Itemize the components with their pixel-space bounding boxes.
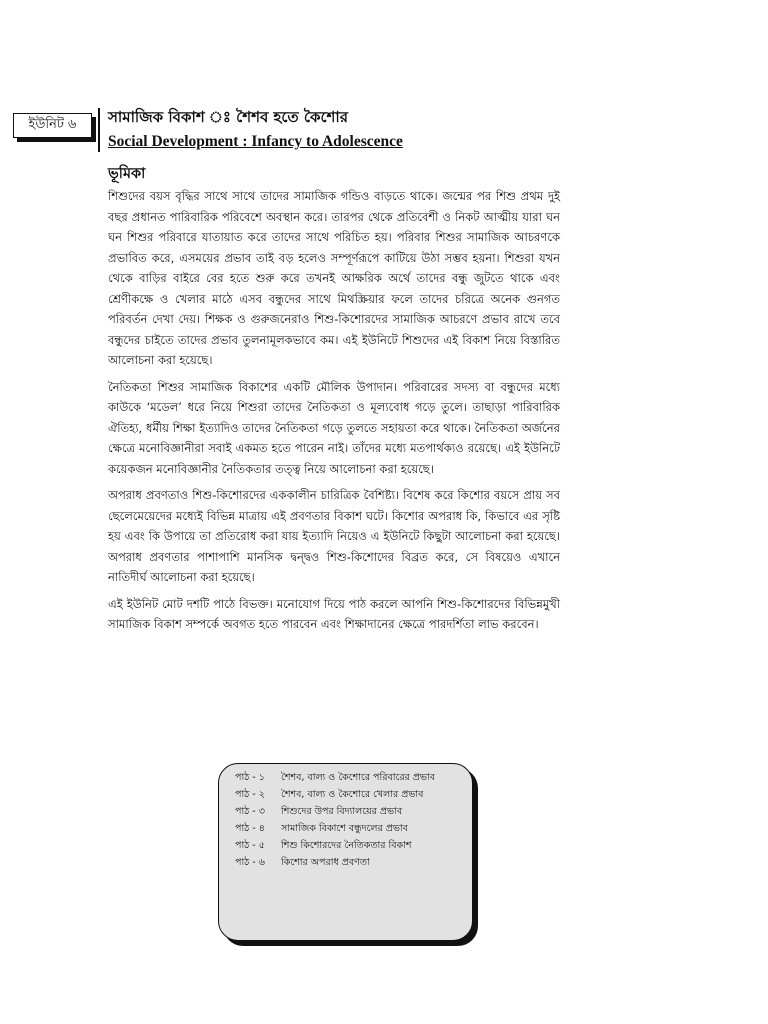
lesson-item (235, 837, 466, 854)
intro-paragraph: এই ইউনিট মোট দশটি পাঠে বিভক্ত। মনোযোগ দিয়ে পাঠ করলে আপনি শিশু-কিশোরদের বিভিন্নমুখী সামাজিক বিকাশ সম্পর্কে অবগত হতে পারবেন এবং শিক্ষাদানের ক্ষেত্রে পারদর্শিতা লাভ করবেন। (108, 596, 560, 631)
intro-paragraph: অপরাধ প্রবণতাও শিশু-কিশোরদের এককালীন চারিত্রিক বৈশিষ্ট্য। বিশেষ করে কিশোর বয়সে প্রায় সব ছেলেমেয়েদের মধ্যেই বিভিন্ন মাত্রায় এই প্রবণতার বিকাশ ঘটে। কিশোর অপরাধ কি, কিভাবে এর সৃষ্টি হয় এবং কি উপায়ে তা প্রতিরোধ করা যায় ইত্যাদি নিয়েও এ ইউনিটে কিছুটা আলোচনা করা হয়েছে। অপরাধ প্রবণতার পাশাপাশি মানসিক দ্বন্দ্বও শিশু-কিশোদের বিব্রত করে, সে বিষয়েও এখানে নাতিদীর্ঘ আলোচনা করা হয়েছে। (108, 488, 560, 584)
lesson-title: কিশোর অপরাধ প্রবণতা (281, 857, 370, 868)
lesson-number: পাঠ - ৩ (235, 806, 265, 817)
lesson-title: সামাজিক বিকাশে বন্ধুদলের প্রভাব (281, 823, 408, 834)
lessons-list-box (218, 763, 473, 941)
lesson-number: পাঠ - ৫ (235, 840, 265, 851)
unit-title-english: Social Development : Infancy to Adolescence (108, 133, 403, 150)
lesson-title: শিশু কিশোরদের নৈতিকতার বিকাশ (281, 840, 412, 851)
lesson-item (235, 769, 466, 786)
lesson-item (235, 786, 466, 803)
lesson-title: শৈশব, বাল্য ও কৈশোরে খেলার প্রভাব (281, 789, 424, 800)
lesson-number: পাঠ - ৪ (235, 823, 265, 834)
intro-paragraph: নৈতিকতা শিশুর সামাজিক বিকাশের একটি মৌলিক উপাদান। পরিবারের সদস্য বা বন্ধুদের মধ্যে কাউকে ‘মডেল’ ধরে নিয়ে শিশুরা তাদের নৈতিকতা ও মূল্যবোধ গড়ে তুলে। তাছাড়া পারিবারিক ঐতিহ্য, ধর্মীয় শিক্ষা ইত্যাদিও তাদের নৈতিকতা গড়ে তুলতে সহায়তা করে থাকে। নৈতিকতা অর্জনের ক্ষেত্রে মনোবিজ্ঞানীরা সবাই একমত হতে পারেন নাই। তাঁদের মধ্যে মতপার্থক্যও রয়েছে। এই ইউনিটে কয়েকজন মনোবিজ্ঞানীর নৈতিকতার তত্ত্ব নিয়ে আলোচনা করা হয়েছে। (108, 379, 560, 476)
lesson-number: পাঠ - ১ (235, 772, 265, 783)
unit-badge: ইউনিট ৬ (13, 113, 92, 138)
lesson-title: শৈশব, বাল্য ও কৈশোরে পরিবারের প্রভাব (281, 772, 435, 783)
lesson-item (235, 820, 466, 837)
intro-body (108, 186, 560, 641)
intro-paragraph: শিশুদের বয়স বৃদ্ধির সাথে সাথে তাদের সামাজিক গন্ডিও বাড়তে থাকে। জন্মের পর শিশু প্রথম দুই বছর প্রধানত পারিবারিক পরিবেশে অবস্থান করে। তারপর থেকে প্রতিবেশী ও নিকট আত্মীয় যারা ঘন ঘন শিশুর পরিবারে যাতায়াত করে তাদের সাথে পরিচিত হয়। পরিবার শিশুর সামাজিক আচরণকে প্রভাবিত করে, এসময়ের প্রভাব তাই বড় হলেও সম্পূর্ণরূপে কাটিয়ে উঠা সম্ভব হয়না। শিশুরা যখন থেকে বাড়ির বাইরে বের হতে শুরু করে তখনই আক্ষরিক অর্থে তাদের বন্ধু জুটতে থাকে এবং শ্রেণীকক্ষে ও খেলার মাঠে এসব বন্ধুদের সাথে মিথস্ক্রিয়ার ফলে তাদের চরিত্রে অনেক গুনগত পরিবর্তন দেখা দেয়। শিক্ষক ও গুরুজনেরাও শিশু-কিশোরদের সামাজিক আচরণে প্রভাব রাখে তবে বন্ধুদের চাইতে তাদের প্রভাব তুলনামূলকভাবে কম। এই ইউনিটে শিশুদের এই বিকাশ নিয়ে বিস্তারিত আলোচনা করা হয়েছে। (108, 189, 560, 367)
lesson-item (235, 854, 466, 871)
unit-title-bengali: সামাজিক বিকাশ ঃ শৈশব হতে কৈশোর (108, 108, 348, 126)
lesson-title: শিশুদের উপর বিদ্যালয়ের প্রভাব (281, 806, 403, 817)
lesson-number: পাঠ - ৬ (235, 857, 265, 868)
lesson-number: পাঠ - ২ (235, 789, 265, 800)
lesson-item (235, 803, 466, 820)
intro-heading: ভূমিকা (108, 166, 146, 182)
unit-divider (98, 108, 100, 152)
